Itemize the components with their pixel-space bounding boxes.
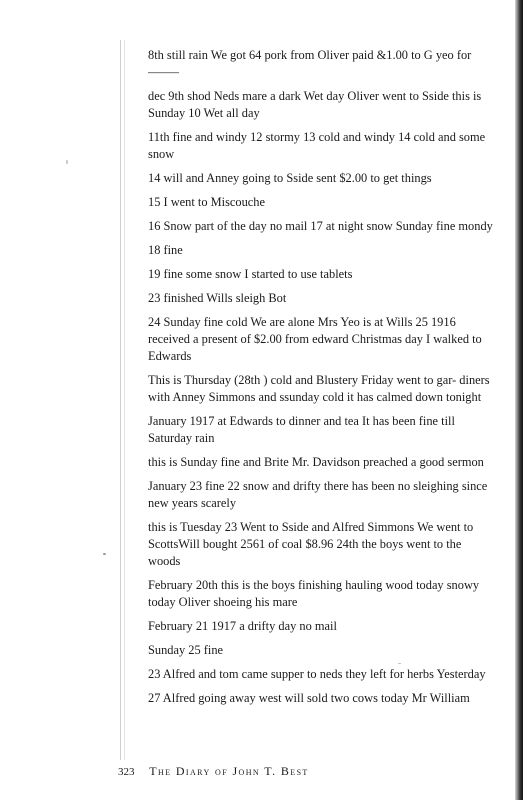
running-title: The Diary of John T. Best bbox=[149, 764, 309, 778]
diary-entry: 18 fine bbox=[148, 243, 183, 257]
diary-entry: January 23 fine 22 snow and drifty there has been no sleighing since new years scarely bbox=[148, 479, 488, 510]
page-edge-shadow bbox=[515, 0, 523, 800]
diary-entry: dec 9th shod Neds mare a dark Wet day Oliver went to Sside this is Sunday 10 Wet all day bbox=[148, 89, 482, 120]
diary-entry: this is Tuesday 23 Went to Sside and Alfred Simmons We went to ScottsWill bought 2561 of coal $8.96 24th the boys went to the woods bbox=[148, 520, 474, 568]
page-number: 323 bbox=[118, 766, 135, 778]
diary-entries bbox=[148, 47, 493, 714]
scan-speck bbox=[66, 160, 68, 164]
diary-entry: 8th still rain We got 64 pork from Oliver paid &1.00 to G yeo for ——– bbox=[148, 48, 472, 79]
diary-entry: Sunday 25 fine bbox=[148, 643, 224, 657]
diary-entry: 23 Alfred and tom came supper to neds they left for herbs Yesterday bbox=[148, 667, 486, 681]
diary-entry: 14 will and Anney going to Sside sent $2.00 to get things bbox=[148, 171, 432, 185]
diary-entry: 11th fine and windy 12 stormy 13 cold and windy 14 cold and some snow bbox=[148, 130, 486, 161]
diary-entry: February 20th this is the boys finishing hauling wood today snowy today Oliver shoeing his mare bbox=[148, 578, 480, 609]
diary-entry: February 21 1917 a drifty day no mail bbox=[148, 619, 337, 633]
diary-entry: January 1917 at Edwards to dinner and tea It has been fine till Saturday rain bbox=[148, 414, 455, 445]
diary-entry: 27 Alfred going away west will sold two cows today Mr William bbox=[148, 691, 470, 705]
diary-entry: 15 I went to Miscouche bbox=[148, 195, 265, 209]
scan-speck bbox=[103, 553, 106, 555]
diary-entry: 23 finished Wills sleigh Bot bbox=[148, 291, 287, 305]
gutter-rule bbox=[120, 40, 121, 760]
diary-entry: this is Sunday fine and Brite Mr. Davidson preached a good sermon bbox=[148, 455, 484, 469]
diary-entry: 19 fine some snow I started to use tablets bbox=[148, 267, 353, 281]
diary-entry: 16 Snow part of the day no mail 17 at night snow Sunday fine mondy bbox=[148, 219, 493, 233]
diary-entry: 24 Sunday fine cold We are alone Mrs Yeo is at Wills 25 1916 received a present of $2.00 from edward Christmas day I walked to Edwards bbox=[148, 315, 482, 363]
page-footer bbox=[118, 764, 309, 779]
diary-entry: This is Thursday (28th ) cold and Blustery Friday went to gar- diners with Anney Simmons and ssunday cold it has calmed down tonight bbox=[148, 373, 490, 404]
gutter-rule-inner bbox=[124, 40, 125, 760]
